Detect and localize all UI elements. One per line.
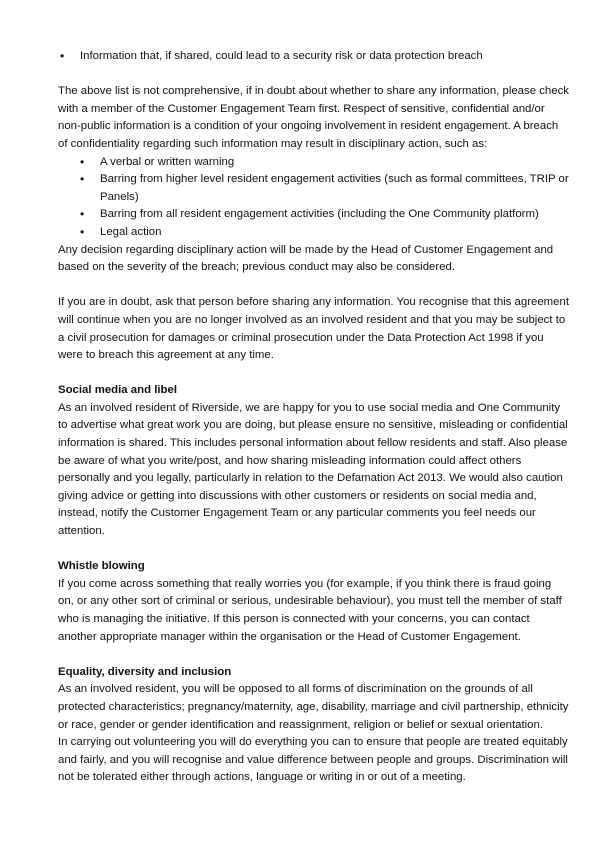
equality-heading: Equality, diversity and inclusion (58, 665, 232, 678)
social-media-paragraph: As an involved resident of Riverside, we are happy for you to use social media and One Community to advertise what great work you are doing, but please ensure no sensitive, misleading or confidential information is shared. This includes personal information about fellow residents and staff. Also please be aware of what you write/post, and how sharing misleading information could affect others personally and you legally, particularly in relation to the Defamation Act 2013. We would also caution giving advice or getting into discussions with other customers or residents on social media and, instead, notify the Customer Engagement Team or any particular comments you feel needs our attention. (58, 401, 568, 538)
top-bullet-list (58, 48, 570, 66)
decision-paragraph: Any decision regarding disciplinary action will be made by the Head of Customer Engagement and based on the severity of the breach; previous conduct may also be considered. (58, 243, 554, 274)
list-item: • Barring from higher level resident engagement activities (such as formal committees, TRIP or Panels) (58, 171, 570, 206)
equality-paragraph-1: As an involved resident, you will be opposed to all forms of discrimination on the grounds of all protected characteristics; pregnancy/maternity, age, disability, marriage and civil partnership, ethnicity or race, gender or gender identification and reassignment, religion or belief or sexual orientation. (58, 683, 569, 731)
list-item: • Barring from all resident engagement activities (including the One Community platform) (58, 206, 570, 224)
disciplinary-bullet-list (58, 154, 570, 242)
doubt-paragraph: If you are in doubt, ask that person before sharing any information. You recognise that this agreement will continue when you are no longer involved as an involved resident and that you may be subject to a civil prosecution for damages or criminal prosecution under the Data Protection Act 1998 if you were to breach this agreement at any time. (58, 296, 569, 362)
document-page (58, 48, 570, 787)
spacer (58, 541, 570, 559)
whistle-blowing-heading: Whistle blowing (58, 560, 145, 573)
list-item: • A verbal or written warning (58, 154, 570, 172)
equality-paragraph-2: In carrying out volunteering you will do everything you can to ensure that people are treated equitably and fairly, and you will recognise and value difference between people and groups. Discrimination will not be tolerated either through actions, language or writing in or out of a meeting. (58, 736, 568, 784)
whistle-blowing-paragraph: If you come across something that really worries you (for example, if you think there is fraud going on, or any other sort of criminal or serious, undesirable behaviour), you must tell the member of staff who is managing the initiative. If this person is connected with your concerns, you can contact another appropriate manager within the organisation or the Head of Customer Engagement. (58, 577, 562, 643)
social-media-heading: Social media and libel (58, 384, 178, 397)
list-item: • Information that, if shared, could lead to a security risk or data protection breach (58, 48, 570, 66)
list-item: • Legal action (58, 224, 570, 242)
spacer (58, 277, 570, 295)
spacer (58, 365, 570, 383)
confidentiality-paragraph: The above list is not comprehensive, if in doubt about whether to share any information, please check with a member of the Customer Engagement Team first. Respect of sensitive, confidential and/or non-public information is a condition of your ongoing involvement in resident engagement. A breach of confidentiality regarding such information may result in disciplinary action, such as: (58, 85, 569, 150)
spacer (58, 66, 570, 84)
spacer (58, 646, 570, 664)
